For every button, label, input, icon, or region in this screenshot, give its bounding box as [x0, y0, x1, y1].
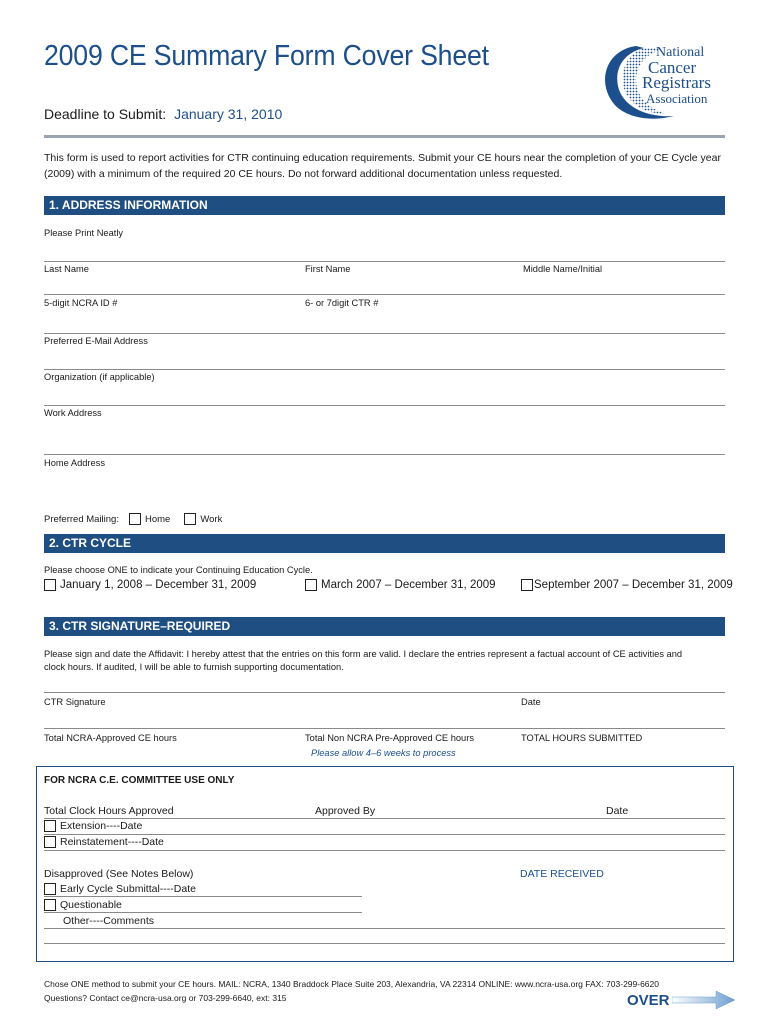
affidavit-line-1: Please sign and date the Affidavit: I hereby attest that the entries on this form are valid. I declare the entries represent a factual account of CE activities and: [44, 649, 683, 659]
intro-text: [44, 150, 724, 182]
total-hours-label: TOTAL HOURS SUBMITTED: [521, 733, 643, 743]
total-non-ncra-label: Total Non NCRA Pre-Approved CE hours: [305, 733, 474, 743]
right-arrow-icon: [672, 990, 736, 1010]
cycle-option-3[interactable]: [521, 579, 733, 591]
cycle-instruction: Please choose ONE to indicate your Continuing Education Cycle.: [44, 565, 313, 575]
deadline: [44, 106, 282, 122]
last-name-label: Last Name: [44, 264, 89, 274]
field-line-home-address[interactable]: [44, 454, 725, 455]
questionable-checkbox[interactable]: [44, 899, 56, 911]
cycle-option-3-checkbox[interactable]: [521, 579, 533, 591]
field-line-comments-1[interactable]: [44, 928, 725, 929]
date-received-label: DATE RECEIVED: [520, 868, 604, 880]
ncra-logo: [596, 42, 728, 122]
field-line-organization[interactable]: [44, 369, 725, 370]
first-name-label: First Name: [305, 264, 351, 274]
logo-word-association: Association: [646, 91, 708, 106]
processing-note: Please allow 4–6 weeks to process: [311, 748, 456, 758]
mail-home-label: Home: [144, 513, 171, 525]
mail-home-checkbox[interactable]: [129, 513, 141, 525]
field-line-comments-2[interactable]: [44, 943, 725, 944]
footer-submission-methods: Chose ONE method to submit your CE hours. MAIL: NCRA, 1340 Braddock Place Suite 203, Alexandria, VA 22314 ONLINE: www.ncra-usa.org FAX: 703-299-6620: [44, 979, 659, 989]
cycle-option-3-label: September 2007 – December 31, 2009: [534, 579, 733, 591]
section-ctr-cycle-header: 2. CTR CYCLE: [44, 534, 725, 553]
signature-date-label: Date: [521, 697, 541, 707]
preferred-mailing-row: [44, 513, 222, 525]
other-comments-label: Other----Comments: [63, 915, 155, 927]
committee-use-box: [36, 766, 734, 962]
intro-line-1: This form is used to report activities for CTR continuing education requirements. Submit your CE hours near the completion of your CE Cycle year: [44, 152, 721, 164]
footer-contact: Questions? Contact ce@ncra-usa.org or 703-299-6640, ext: 315: [44, 993, 287, 1003]
extension-label: Extension----Date: [60, 820, 143, 832]
committee-heading: FOR NCRA C.E. COMMITTEE USE ONLY: [44, 775, 235, 786]
cycle-option-1[interactable]: [44, 579, 256, 591]
early-cycle-checkbox[interactable]: [44, 883, 56, 895]
field-line-name[interactable]: [44, 261, 725, 262]
reinstatement-checkbox[interactable]: [44, 836, 56, 848]
approved-by-label: Approved By: [315, 805, 376, 817]
over-label: OVER: [627, 991, 670, 1009]
affidavit-line-2: clock hours. If audited, I will be able to furnish supporting documentation.: [44, 662, 344, 672]
email-label: Preferred E-Mail Address: [44, 336, 148, 346]
ctr-signature-label: CTR Signature: [44, 697, 106, 707]
field-line-totals[interactable]: [44, 728, 725, 729]
cycle-option-1-label: January 1, 2008 – December 31, 2009: [60, 579, 257, 591]
section-signature-header: 3. CTR SIGNATURE–REQUIRED: [44, 617, 725, 636]
field-line-early-cycle[interactable]: [44, 896, 362, 897]
early-cycle-row[interactable]: [44, 883, 196, 895]
field-line-signature[interactable]: [44, 692, 725, 693]
logo-word-registrars: Registrars: [642, 73, 711, 92]
cycle-option-2-label: March 2007 – December 31, 2009: [321, 579, 496, 591]
header-divider: [44, 135, 725, 138]
early-cycle-label: Early Cycle Submittal----Date: [60, 883, 196, 895]
extension-row[interactable]: [44, 820, 142, 832]
ncra-id-label: 5-digit NCRA ID #: [44, 298, 118, 308]
over-indicator: [627, 990, 736, 1010]
ctr-number-label: 6- or 7digit CTR #: [305, 298, 379, 308]
total-ncra-label: Total NCRA-Approved CE hours: [44, 733, 177, 743]
cycle-option-2-checkbox[interactable]: [305, 579, 317, 591]
logo-word-cancer: Cancer: [648, 58, 697, 77]
deadline-label: Deadline to Submit:: [44, 106, 167, 122]
questionable-label: Questionable: [60, 899, 122, 911]
mail-work-checkbox[interactable]: [184, 513, 196, 525]
intro-line-2: (2009) with a minimum of the required 20 CE hours. Do not forward additional documentation unless requested.: [44, 168, 563, 180]
affidavit-text: [44, 648, 682, 674]
cycle-option-1-checkbox[interactable]: [44, 579, 56, 591]
questionable-row[interactable]: [44, 899, 122, 911]
organization-label: Organization (if applicable): [44, 372, 155, 382]
mail-work-label: Work: [200, 513, 223, 525]
approval-date-label: Date: [606, 805, 629, 817]
field-line-work-address[interactable]: [44, 405, 725, 406]
total-clock-hours-label: Total Clock Hours Approved: [44, 805, 174, 817]
home-address-label: Home Address: [44, 458, 105, 468]
field-line-questionable[interactable]: [44, 912, 362, 913]
preferred-mailing-label: Preferred Mailing:: [44, 513, 119, 525]
page-title: 2009 CE Summary Form Cover Sheet: [44, 40, 489, 72]
reinstatement-row[interactable]: [44, 836, 164, 848]
deadline-value: January 31, 2010: [174, 106, 283, 122]
logo-word-national: National: [656, 45, 705, 60]
section-address-header: 1. ADDRESS INFORMATION: [44, 196, 725, 215]
work-address-label: Work Address: [44, 408, 102, 418]
reinstatement-label: Reinstatement----Date: [60, 836, 164, 848]
please-print-note: Please Print Neatly: [44, 228, 124, 238]
field-line-ids[interactable]: [44, 294, 725, 295]
cycle-option-2[interactable]: [305, 579, 496, 591]
field-line-email[interactable]: [44, 333, 725, 334]
field-line-approval[interactable]: [44, 818, 725, 819]
disapproved-label: Disapproved (See Notes Below): [44, 868, 194, 880]
submission-footer: [44, 977, 659, 1005]
extension-checkbox[interactable]: [44, 820, 56, 832]
field-line-reinstatement[interactable]: [44, 850, 725, 851]
middle-name-label: Middle Name/Initial: [523, 264, 603, 274]
field-line-extension[interactable]: [44, 834, 725, 835]
